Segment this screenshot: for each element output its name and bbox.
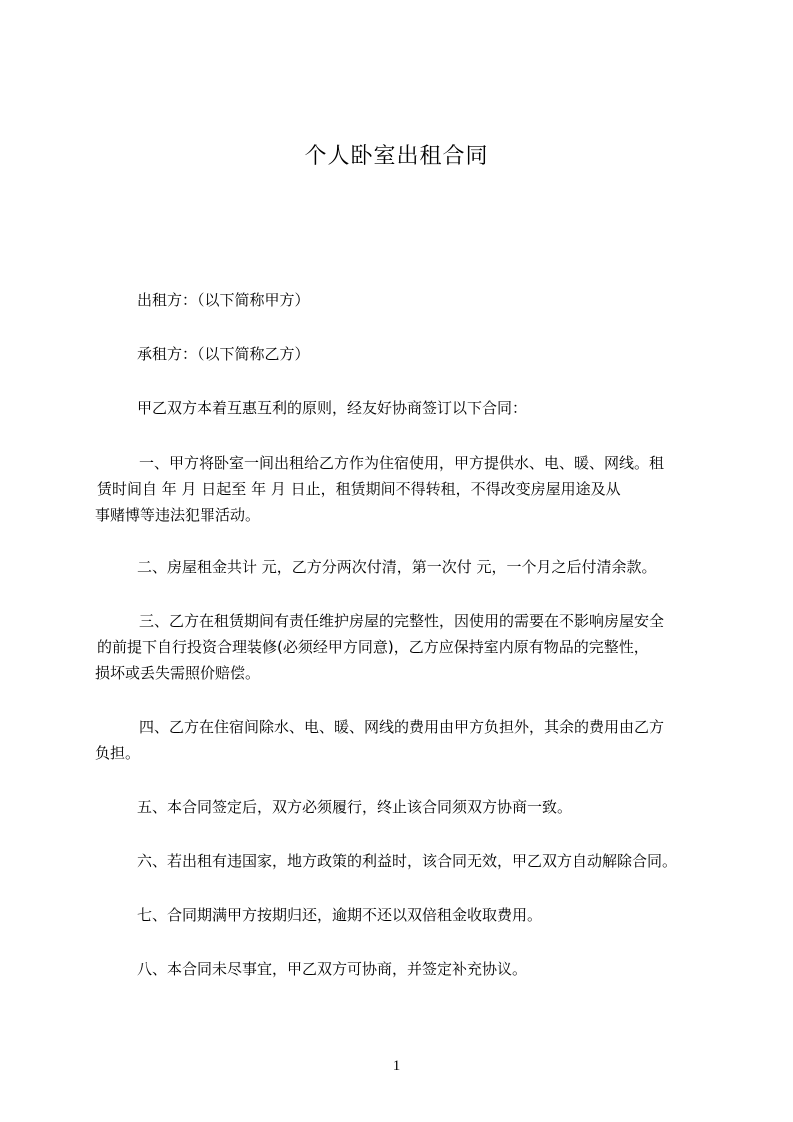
clause-1-line-3: 事赌博等违法犯罪活动。	[95, 506, 261, 524]
lessee-line: 承租方：（以下简称乙方）	[137, 345, 310, 363]
page-number: 1	[392, 1058, 401, 1074]
clause-3-line-1: 三、乙方在租赁期间有责任维护房屋的完整性，因使用的需要在不影响房屋安全	[139, 612, 665, 630]
clause-4-line-2: 负担。	[95, 744, 141, 762]
document-title: 个人卧室出租合同	[304, 144, 489, 169]
preamble: 甲乙双方本着互惠互利的原则，经友好协商签订以下合同：	[137, 399, 528, 417]
clause-7: 七、合同期满甲方按期归还，逾期不还以双倍租金收取费用。	[137, 906, 543, 924]
clause-3-line-2: 的前提下自行投资合理装修(必须经甲方同意)，乙方应保持室内原有物品的完整性，	[97, 638, 649, 656]
clause-1-line-2: 赁时间自 年 月 日起至 年 月 日止，租赁期间不得转租，不得改变房屋用途及从	[97, 480, 621, 498]
clause-5: 五、本合同签定后，双方必须履行，终止该合同须双方协商一致。	[137, 798, 573, 816]
clause-4-line-1: 四、乙方在住宿间除水、电、暖、网线的费用由甲方负担外，其余的费用由乙方	[139, 718, 665, 736]
clause-2-line-1: 二、房屋租金共计 元，乙方分两次付清，第一次付 元，一个月之后付清余款。	[137, 558, 657, 576]
clause-6: 六、若出租有违国家，地方政策的利益时，该合同无效，甲乙双方自动解除合同。	[137, 852, 678, 870]
lessor-line: 出租方：（以下简称甲方）	[137, 291, 310, 309]
clause-1-line-1: 一、甲方将卧室一间出租给乙方作为住宿使用，甲方提供水、电、暖、网线。租	[139, 454, 665, 472]
clause-8: 八、本合同未尽事宜，甲乙双方可协商，并签定补充协议。	[137, 960, 528, 978]
clause-3-line-3: 损坏或丢失需照价赔偿。	[95, 664, 261, 682]
